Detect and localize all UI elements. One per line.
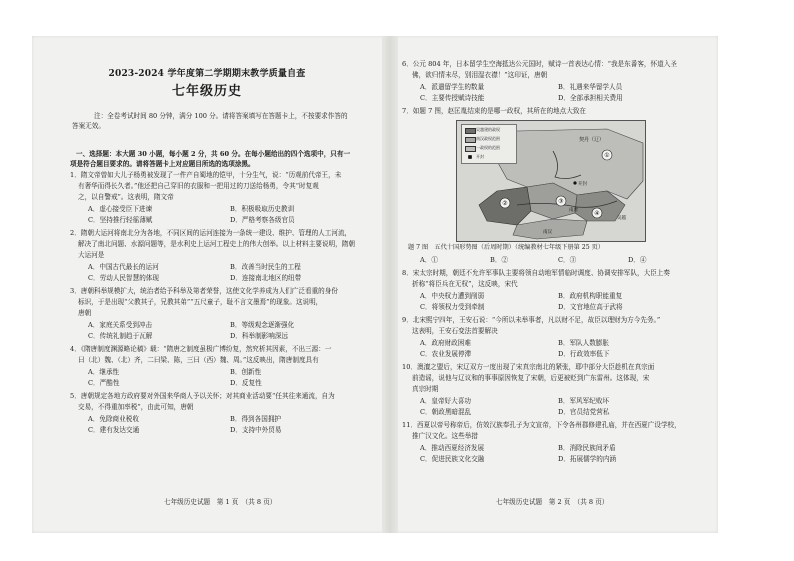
map-label-liao: 契丹（辽） [579,137,605,143]
page-1 [32,36,382,533]
legend-item: 南汉政权范围 [476,136,500,141]
legend-item: 开封 [476,154,484,159]
notice-line: 注：全卷考试时间 80 分钟，满分 100 分。请将答案填写在答题卡上，不按要求作答的 [94,112,348,120]
legend-swatch [465,128,476,134]
legend-item: 一政权的范围 [476,145,500,150]
page-2 [398,36,718,533]
legend-swatch [465,146,476,152]
question-5-text: 交易，不得重加率税”，由此可知，唐朝 [78,403,194,411]
question-2-text: 2．隋朝大运河将南北分为各地，不同区间的运河连接为一条统一建设、维护、管理的人工河流， [70,229,352,237]
question-5-option-d[interactable]: D．支持中外贸易 [230,426,282,434]
subject-title: 七年级历史 [171,84,242,99]
question-7-option-b[interactable]: B．② [490,256,509,264]
question-8-option-b[interactable]: B．政府机构职能重复 [558,292,623,300]
question-6-option-b[interactable]: B．礼遇来华留学人员 [558,83,623,91]
question-9-text: 这表明，王安石变法首要解决 [412,327,498,335]
question-1-text: 有奢华而得长久者。”他还把自己穿旧的衣服和一把用过的刀送给杨勇，令其“时复观 [78,182,319,190]
question-4-text: 4．《隋唐制度渊源略论稿》载：“隋唐之制度虽极广博纷复，然究析其因素，不出三源：一 [70,345,332,353]
question-6-text: 佛，欲归情未尽，别泪湿衣襟！”这印证，唐朝 [412,71,548,79]
question-3-option-d[interactable]: D．科举制影响深远 [230,332,289,340]
question-11-text: 11．西夏以帝号称帝后，仿效汉族奉孔子为文宣帝，下令各州郡修建孔庙，并在西夏广设学校， [402,421,681,429]
question-3-text: 唐朝 [78,309,92,317]
question-8-text: 8．宋太宗时期，朝廷不允许军事队主要将领自动地军情临时调度、协调安排军队，大臣上奏 [402,269,670,277]
question-2-option-c[interactable]: C．劳动人民智慧的体现 [88,274,159,282]
exam-paper [32,36,718,533]
question-4-option-a[interactable]: A．继承性 [88,368,120,376]
exam-title: 2023-2024 学年度第二学期期末教学质量自查 [108,69,306,79]
question-10-text: 真宗时期 [412,385,439,393]
question-1-option-a[interactable]: A．虚心接受臣下进谏 [88,205,153,213]
question-11-text: 推广汉文化。这些举措 [412,432,478,440]
question-1-text: 1．隋文帝曾如大儿子杨勇被发现了一件产自蜀地的铠甲，十分生气，说：“历观前代帝王，未 [70,171,342,179]
question-9-text: 9．北宋熙宁四年，王安石说：“今所以未举事者，凡以财不足，故臣以理财为方今先务。” [402,316,661,324]
question-8-option-a[interactable]: A．中央权力遭到削弱 [420,292,485,300]
question-3-option-a[interactable]: A．家庭关系受到冲击 [88,321,153,329]
question-7-option-a[interactable]: A．① [420,256,438,264]
question-8-text: 折称“将臣兵在无权”，这反映，宋代 [412,280,518,288]
page-footer: 七年级历史试题 第 2 页 （共 8 页） [496,498,609,506]
question-1-option-c[interactable]: C．坚持推行轻徭薄赋 [88,216,153,224]
question-2-text: 解决了南北问题、水源问题等，是水利史上运河工程史上的伟大创举。以上材料主要说明，隋朝 [78,240,355,248]
question-11-option-b[interactable]: B．消除民族间矛盾 [558,444,616,452]
question-2-option-a[interactable]: A．中国古代最长的运河 [88,263,159,271]
question-10-option-d[interactable]: D．官员结党营私 [558,408,610,416]
question-5-text: 5．唐朝规定各地方政府要对外国来华商人予以关怀；对其商业活动要“任其往来通流，自为 [70,392,335,400]
question-9-option-d[interactable]: D．行政效率低下 [558,350,610,358]
legend-swatch [465,137,476,143]
question-10-text: 10．澳澶之盟后，宋辽双方一度出现了宋真宗南北的紧张，耶中部分大臣趁机在真宗面 [402,363,655,371]
section-intro: 一、选择题：本大题 30 小题，每小题 2 分，共 60 分。在每小题给出的四个选项中，只有一 [76,150,351,158]
question-10-text: 前造谣，说他与辽议和的事事原因恢复了宋朝，后更被贬到广东雷州。这体现，宋 [412,374,650,382]
page-footer: 七年级历史试题 第 1 页 （共 8 页） [164,498,277,506]
question-7-option-d[interactable]: D．④ [628,256,647,264]
notice-line: 答案无效。 [72,122,105,130]
question-8-option-d[interactable]: D．文官地位高于武将 [558,303,623,311]
question-6-option-a[interactable]: A．派遣留学生的数量 [420,83,485,91]
question-3-option-c[interactable]: C．传统礼制趋于瓦解 [88,332,153,340]
map-label-wuyue: 吴越 [617,216,626,221]
question-4-option-c[interactable]: C．严酷性 [88,379,120,387]
figure-7-caption: 题 7 图 五代十国形势图（后周时期）（统编教材七年级下册第 25 页） [408,244,605,251]
map-label-kaifeng: 开封 [578,182,587,187]
page-fold [382,36,398,533]
section-intro: 项是符合题目要求的。请将答题卡上对应题目所选的选项涂黑。 [70,160,255,168]
question-8-option-c[interactable]: C．将领权力受到牵制 [420,303,485,311]
question-7-option-c[interactable]: C．③ [558,256,577,264]
question-6-option-c[interactable]: C．主要传授赋诗技能 [420,94,485,102]
question-6-option-d[interactable]: D．全部承担相关费用 [558,94,623,102]
svg-text:①: ① [604,152,610,159]
question-4-option-d[interactable]: D．反复性 [230,379,262,387]
svg-text:④: ④ [594,210,600,217]
question-4-text: 曰（北）魏、（北）齐，二曰梁、陈，三曰（西）魏、周。”这反映出，隋唐制度具有 [78,356,319,364]
question-11-option-d[interactable]: D．拓展儒学的内涵 [558,455,617,463]
question-2-option-b[interactable]: B．改善当时民生的工程 [230,263,301,271]
svg-text:②: ② [502,200,508,207]
question-5-option-c[interactable]: C．建有发达交通 [88,426,140,434]
question-11-option-a[interactable]: A．推动西夏经济发展 [420,444,485,452]
question-4-option-b[interactable]: B．创新性 [230,368,262,376]
question-10-option-b[interactable]: B．军风军纪败坏 [558,397,610,405]
map-label-nanhan: 南汉 [543,230,552,235]
question-5-option-a[interactable]: A．免除商业税收 [88,415,139,423]
question-9-option-c[interactable]: C．农业发展停滞 [420,350,472,358]
question-10-option-c[interactable]: C．朝政黑暗混乱 [420,408,472,416]
svg-text:③: ③ [558,198,564,205]
question-2-text: 大运河是 [78,251,105,259]
question-3-text: 3．唐朝科举规模扩大，统治者给予科举及第者荣誉，这使文化学养成为人们广泛看重的身份 [70,287,338,295]
question-3-option-b[interactable]: B．等级观念逐渐强化 [230,321,295,329]
question-6-text: 6．公元 804 年，日本留学生空海抵达公元国时，赋诗一首表达心情：“我是东番客，怀道入圣 [402,60,677,68]
question-9-option-b[interactable]: B．军队人数膨胀 [558,339,610,347]
question-1-text: 之，以自警戒”。这表明，隋文帝 [78,193,174,201]
legend-item: 吴越建的政权 [476,127,500,132]
map-label-nantang: 南唐 [569,208,578,213]
question-2-option-d[interactable]: D．连接南北地区的纽带 [230,274,302,282]
question-1-option-b[interactable]: B．积极吸取历史教训 [230,205,295,213]
five-dynasties-map [456,120,646,242]
map-legend [461,124,517,164]
question-10-option-a[interactable]: A．皇帝好大喜功 [420,397,471,405]
question-1-option-d[interactable]: D．严格考察各级官员 [230,216,295,224]
legend-swatch [468,155,472,159]
question-5-option-b[interactable]: B．得到各国拥护 [230,415,282,423]
question-9-option-a[interactable]: A．政府财政困难 [420,339,471,347]
question-7-text: 7．如题 7 图，赵匡胤结束的是哪一政权，其所在的地点大致在 [402,107,587,115]
question-3-text: 标识，于是出现“父教其子，兄教其弟”“五尺童子，耻不言文墨焉”的现象。这说明， [78,298,323,306]
question-11-option-c[interactable]: C．促进民族文化交融 [420,455,485,463]
